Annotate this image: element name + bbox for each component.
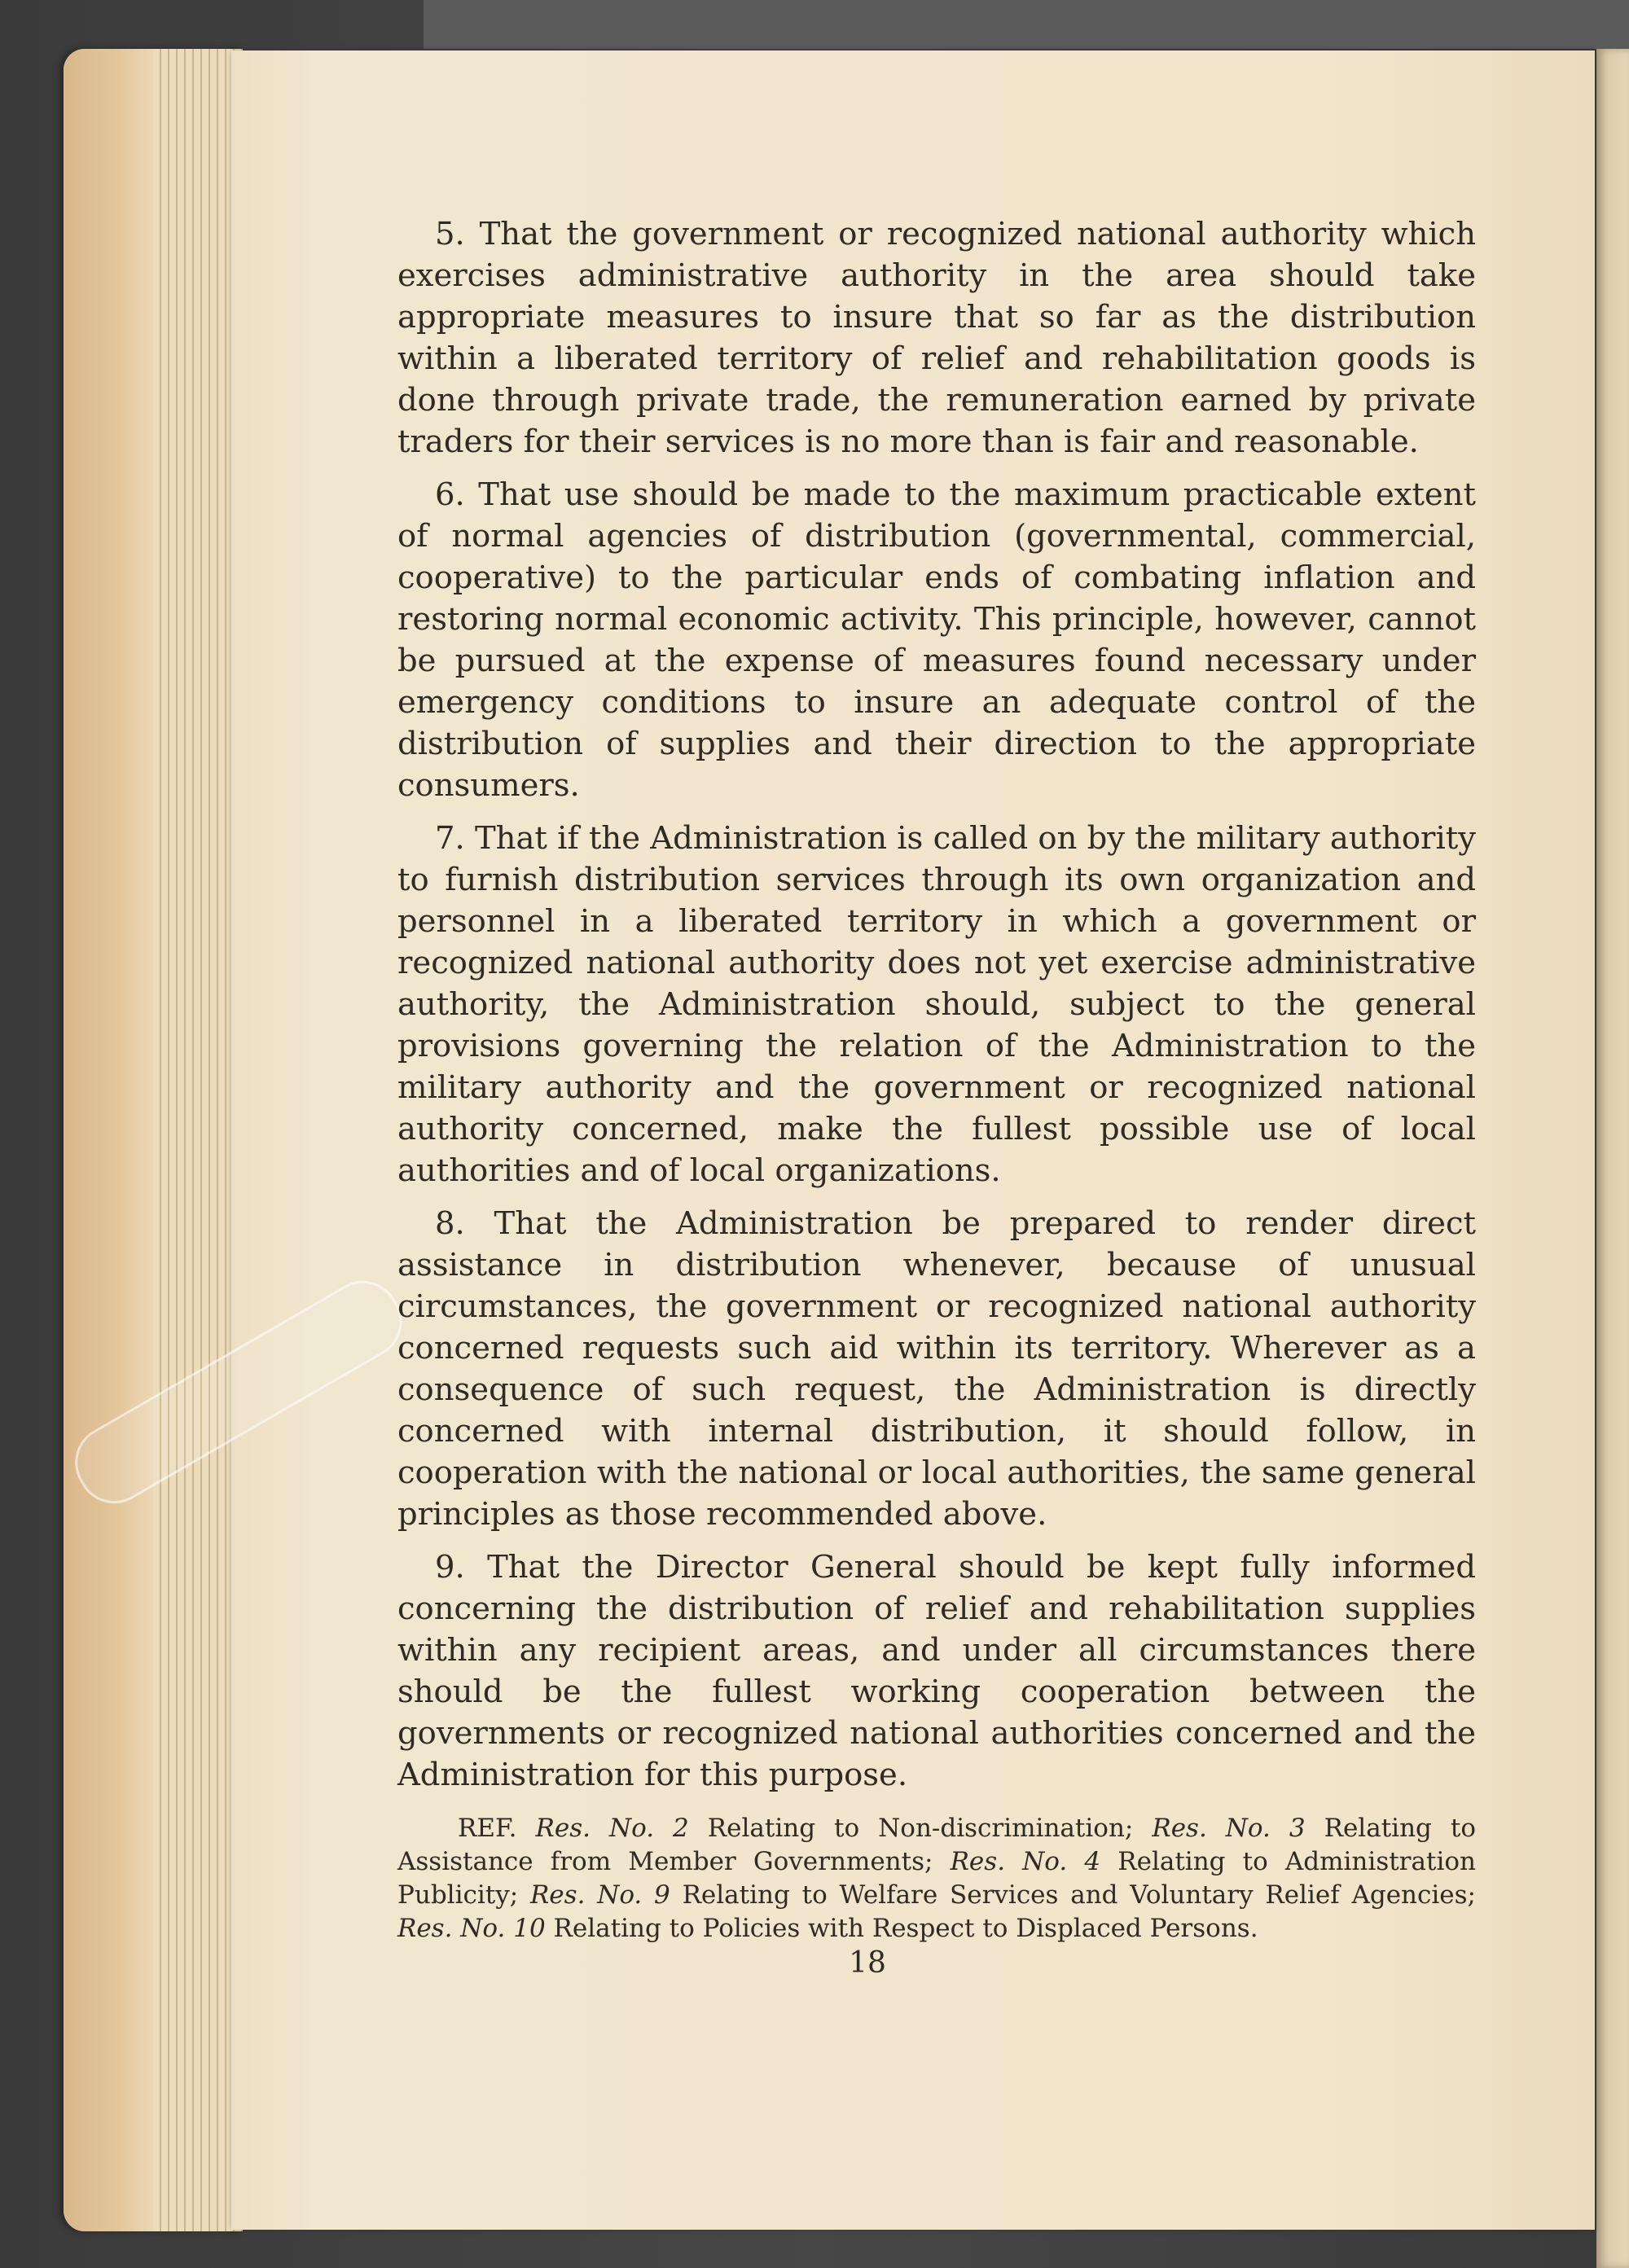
ref-text-4: Relating to Administration Publicity;	[397, 1847, 1476, 1910]
next-page-edge	[1596, 49, 1629, 2268]
book-cover-edge	[64, 49, 153, 2231]
ref-text-10: Relating to Policies with Respect to Displaced Persons.	[545, 1914, 1258, 1943]
page-number: 18	[849, 1946, 886, 1980]
paragraph-9: 9. That the Director General should be kept fully informed concerning the distribution of relief and rehabilitation supplies within any recipient areas, and under all circumstances there should be the fullest working cooperation between the governments or recognized national authorities concerned and the Administration for this purpose.	[397, 1549, 1476, 1793]
ref-prefix: REF.	[458, 1814, 517, 1843]
ref-res-4: Res. No. 4	[950, 1847, 1101, 1876]
paragraph-8: 8. That the Administration be prepared to render direct assistance in distribution whenever, because of unusual circumstances, the government or recognized national authority concerned requests such aid within its territory. Wherever as a consequence of such request, the Administration is directly concerned with internal distribution, it should follow, in cooperation with the national or local authorities, the same general principles as those recommended above.	[397, 1205, 1476, 1533]
ref-text-3: Relating to Assistance from Member Governments;	[397, 1814, 1477, 1876]
reference-note	[397, 1812, 1476, 1946]
paragraph-7: 7. That if the Administration is called on by the military authority to furnish distribution services through its own organization and personnel in a liberated territory in which a government or recognized national authority does not yet exercise administrative authority, the Administration should, subject to the general provisions governing the relation of the Administration to the military authority and the government or recognized national authority concerned, make the fullest possible use of local authorities and of local organizations.	[397, 820, 1476, 1189]
ref-text-2: Relating to Non-discrimination;	[688, 1814, 1153, 1843]
ref-res-10: Res. No. 10	[397, 1914, 546, 1943]
scan-backdrop	[424, 0, 1629, 49]
page-text	[397, 213, 1476, 1971]
ref-text-9: Relating to Welfare Services and Voluntary Relief Agencies;	[670, 1880, 1476, 1910]
ref-res-9: Res. No. 9	[529, 1880, 670, 1910]
paragraph-6: 6. That use should be made to the maximum practicable extent of normal agencies of distribution (governmental, commercial, cooperative) to the particular ends of combating inflation and restoring normal economic activity. This principle, however, cannot be pursued at the expense of measures found necessary under emergency conditions to insure an adequate control of the distribution of supplies and their direction to the appropriate consumers.	[397, 476, 1476, 804]
paragraph-5: 5. That the government or recognized national authority which exercises administrative authority in the area should take appropriate measures to insure that so far as the distribution within a liberated territory of relief and rehabilitation goods is done through private trade, the remuneration earned by private traders for their services is no more than is fair and reasonable.	[397, 216, 1476, 460]
ref-res-3: Res. No. 3	[1152, 1814, 1306, 1843]
ref-res-2: Res. No. 2	[535, 1814, 689, 1843]
